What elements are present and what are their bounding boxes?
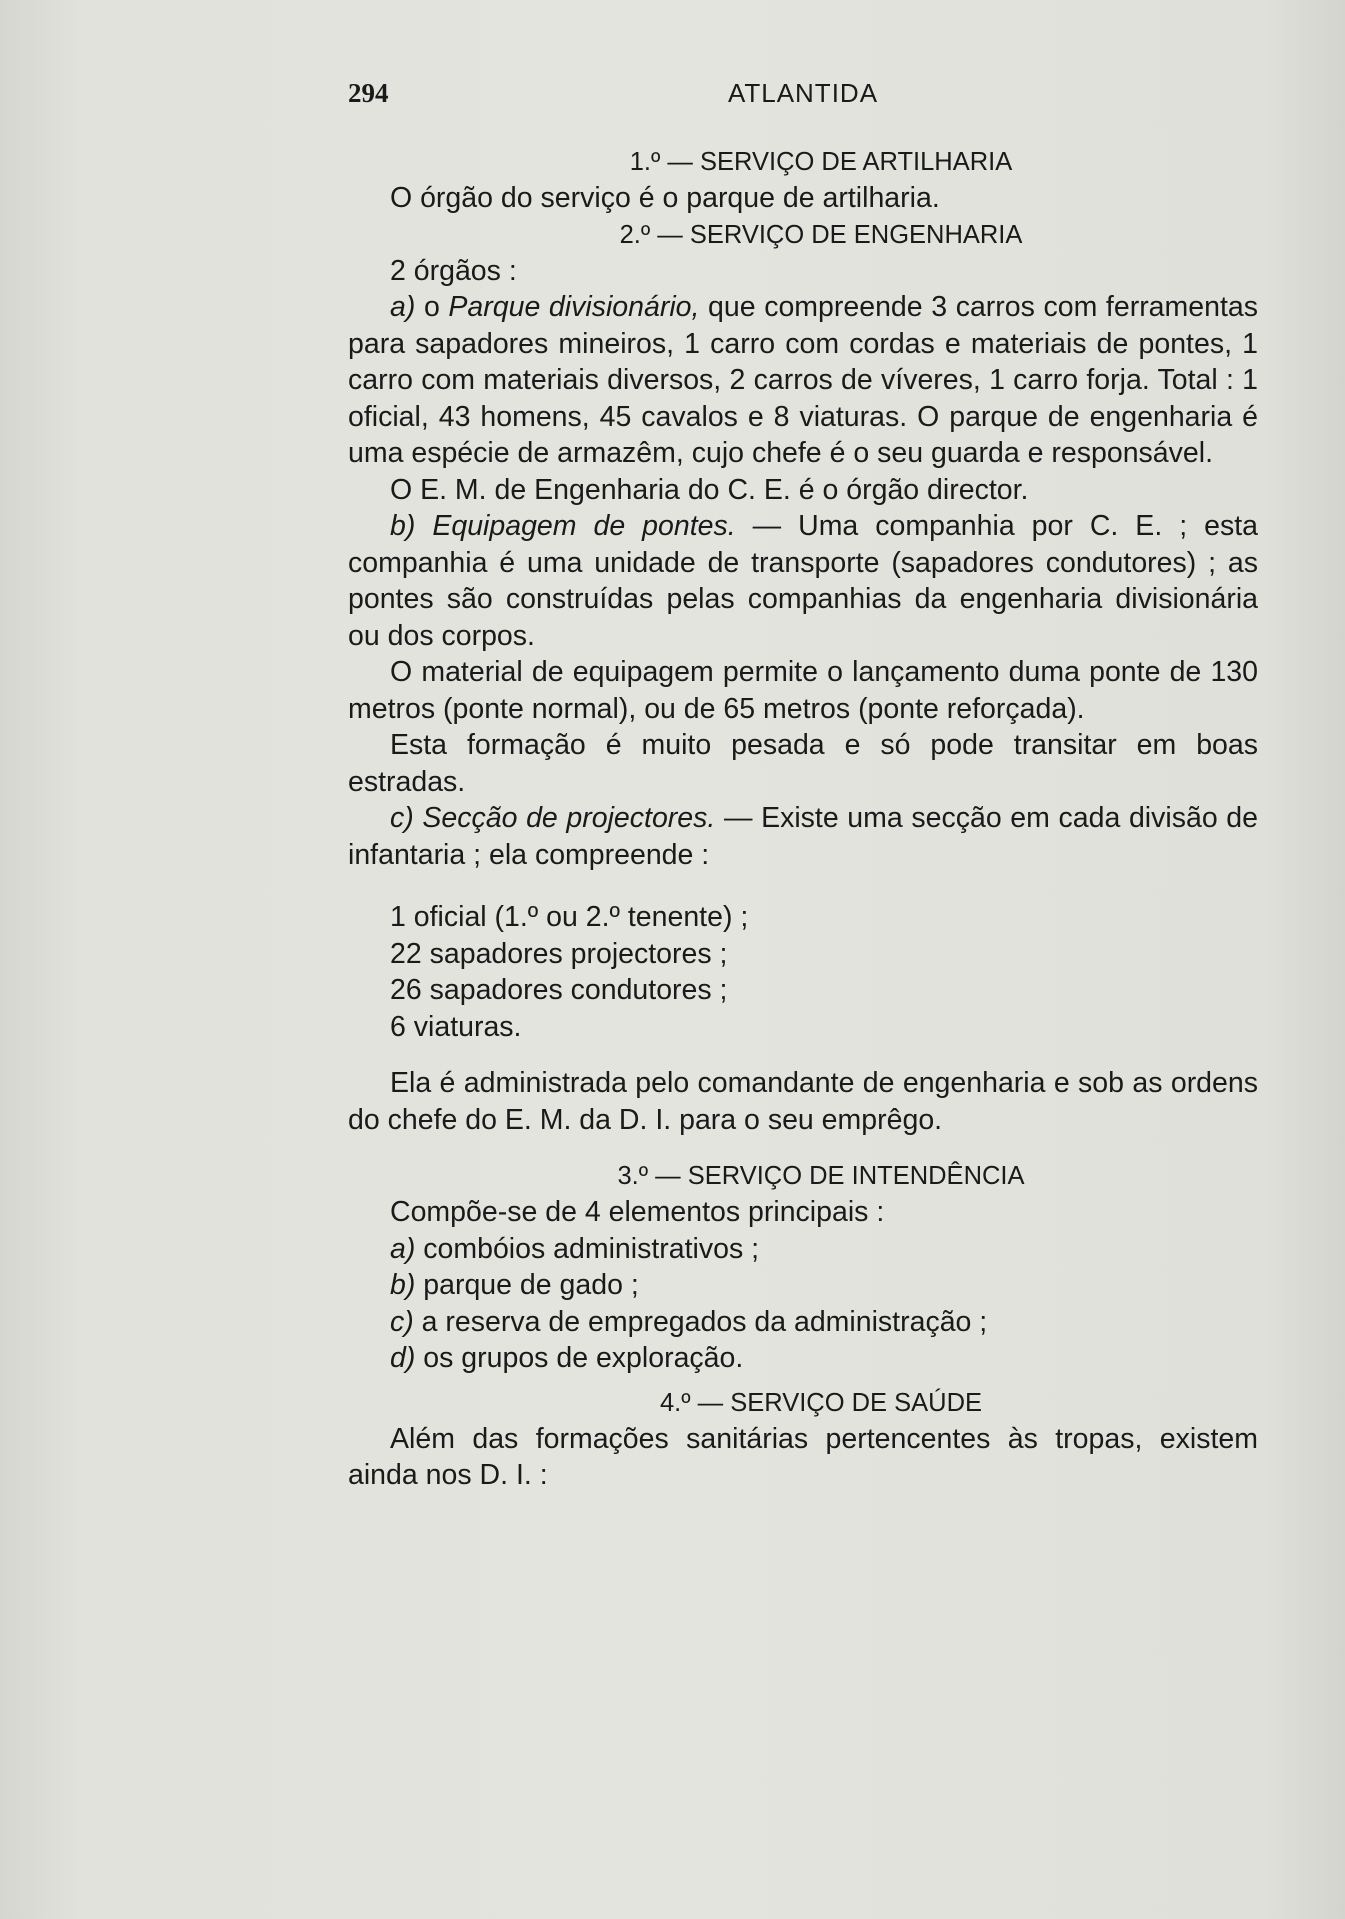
spacer — [348, 1377, 1258, 1385]
paragraph-material: O material de equipagem permite o lançamento duma ponte de 130 metros (ponte normal), ou de 65 metros (ponte reforçada). — [348, 656, 1258, 725]
item-text: a reserva de empregados da administração ; — [413, 1305, 988, 1338]
section-heading-artilharia: 1.º — SERVIÇO DE ARTILHARIA — [629, 148, 1013, 176]
paragraph-artilharia: O órgão do serviço é o parque de artilharia. — [390, 182, 940, 214]
paragraph-saude: Além das formações sanitárias pertencentes às tropas, existem ainda nos D. I. : — [348, 1422, 1258, 1491]
item-label-c: c) — [390, 802, 414, 834]
list-item: 6 viaturas. — [390, 1010, 522, 1043]
section-heading-intendencia: 3.º — SERVIÇO DE INTENDÊNCIA — [617, 1162, 1025, 1190]
page-number: 294 — [348, 78, 389, 108]
section-heading-engenharia: 2.º — SERVIÇO DE ENGENHARIA — [619, 220, 1023, 249]
list-item — [390, 1267, 1258, 1304]
list-item: 1 oficial (1.º ou 2.º tenente) ; — [390, 901, 749, 933]
running-title: ATLANTIDA — [727, 78, 879, 108]
paragraph-compoe: Compõe-se de 4 elementos principais : — [390, 1196, 885, 1228]
paragraph-admin: Ela é administrada pelo comandante de engenharia e sob as ordens do chefe do E. M. da D. I. para o seu emprêgo. — [348, 1067, 1258, 1136]
item-label-a: a) — [390, 291, 416, 323]
list-item: 22 sapadores projectores ; — [390, 937, 728, 970]
term-equipagem: Equipagem de pontes. — [432, 510, 736, 542]
section-heading-saude: 4.º — SERVIÇO DE SAÚDE — [659, 1388, 982, 1417]
list-item: 26 sapadores condutores ; — [390, 974, 728, 1006]
item-text: combóios administrativos ; — [415, 1232, 760, 1265]
paragraph-parque — [348, 289, 1258, 472]
item-label-b: b) — [390, 510, 416, 542]
page-content — [348, 144, 1258, 1494]
item-label: a) — [390, 1232, 416, 1265]
item-text: parque de gado ; — [415, 1269, 639, 1301]
item-text: os grupos de exploração. — [415, 1342, 744, 1374]
term-parque: Parque divisionário, — [448, 291, 700, 323]
item-label: b) — [390, 1269, 416, 1301]
item-a-pre: o — [415, 291, 449, 323]
paragraph-em: O E. M. de Engenharia do C. E. é o órgão director. — [390, 473, 1029, 506]
paragraph-formacao: Esta formação é muito pesada e só pode transitar em boas estradas. — [348, 729, 1258, 798]
item-b-text: — Uma companhia por C. E. ; esta companhia é uma unidade de transporte (sapadores condutores) ; as pontes são construídas pelas companhias da engenharia divisionária ou dos corpos. — [348, 510, 1258, 652]
item-label: d) — [390, 1342, 416, 1374]
list-item — [390, 1340, 1258, 1377]
paragraph-orgaos: 2 órgãos : — [390, 254, 517, 287]
spacer — [348, 1138, 1258, 1158]
spacer — [348, 873, 1258, 899]
page-header — [348, 78, 1258, 114]
list-item — [390, 1231, 1258, 1268]
item-a-text: que compreende 3 carros com ferramentas para sapadores mineiros, 1 carro com cordas e materiais de pontes, 1 carro com materiais diversos, 2 carros de víveres, 1 carro forja. Total : 1 oficial, 43 homens, 45 cavalos e 8 viaturas. O parque de engenharia é uma espécie de armazêm, cujo chefe é o seu guarda e responsável. — [348, 291, 1258, 469]
term-seccao: Secção de projectores. — [422, 802, 716, 834]
list-item — [390, 1304, 1258, 1341]
paragraph-seccao — [348, 800, 1258, 873]
item-c-text: — Existe uma secção em cada divisão de infantaria ; ela compreende : — [348, 802, 1258, 871]
spacer — [348, 1045, 1258, 1065]
item-label: c) — [390, 1305, 414, 1338]
paragraph-equipagem — [348, 508, 1258, 654]
